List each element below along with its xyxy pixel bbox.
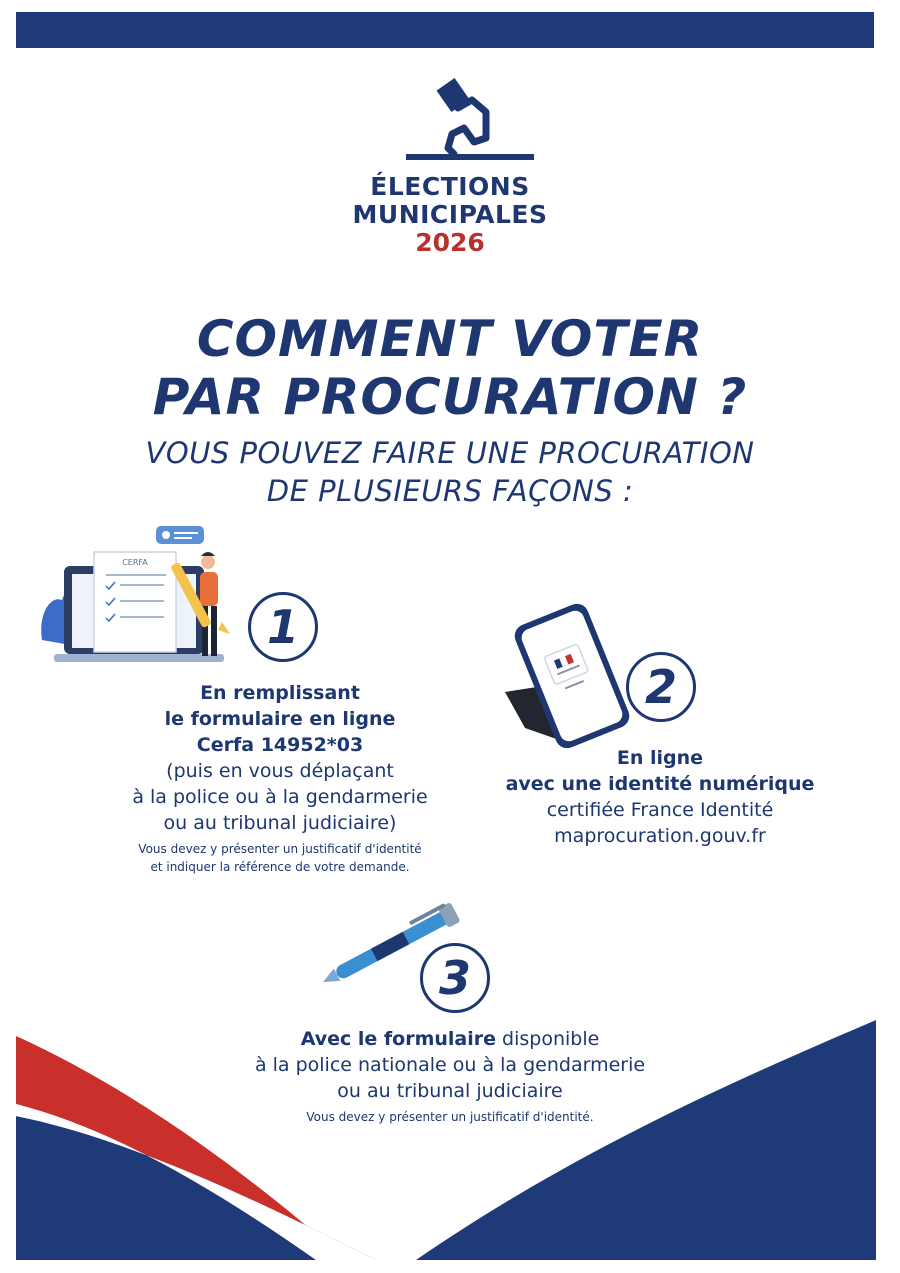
option-3-number: 3 <box>420 943 490 1013</box>
logo-year: 2026 <box>415 228 485 257</box>
option-3-text <box>190 1026 710 1126</box>
option-1-title-line2: le formulaire en ligne <box>164 708 396 730</box>
option-2-line1: certifiée France Identité <box>546 799 774 821</box>
option-2-title-line1: En ligne <box>616 747 704 769</box>
subtitle-line2: DE PLUSIEURS FAÇONS : <box>266 474 634 508</box>
option-1-line2: à la police ou à la gendarmerie <box>132 786 428 808</box>
option-3-note: Vous devez y présenter un justificatif d'identité. <box>306 1110 594 1124</box>
option-3-line2: ou au tribunal judiciaire <box>337 1080 563 1102</box>
option-1-title-line3: Cerfa 14952*03 <box>196 734 364 756</box>
option-2-website: maprocuration.gouv.fr <box>554 825 766 847</box>
option-3-line1: à la police nationale ou à la gendarmerie <box>254 1054 646 1076</box>
ballot-box-logo-icon <box>400 78 540 166</box>
option-3-title: Avec le formulaire <box>300 1028 496 1050</box>
subtitle-line1: VOUS POUVEZ FAIRE UNE PROCURATION <box>145 436 755 470</box>
logo-title-line2: MUNICIPALES <box>352 200 548 229</box>
laptop-form-illustration <box>36 520 251 670</box>
logo-title-line1: ÉLECTIONS <box>370 172 530 201</box>
option-2-number: 2 <box>626 652 696 722</box>
option-2-title-line2: avec une identité numérique <box>505 773 815 795</box>
option-1-text <box>80 680 480 876</box>
main-headline-line1: COMMENT VOTER <box>196 310 704 368</box>
option-1-note-line1: Vous devez y présenter un justificatif d'identité <box>138 842 422 856</box>
option-1-line1: (puis en vous déplaçant <box>166 760 394 782</box>
top-banner <box>16 12 874 48</box>
option-1-title-line1: En remplissant <box>200 682 360 704</box>
option-3-title-rest: disponible <box>496 1028 600 1050</box>
main-headline-line2: PAR PROCURATION ? <box>152 368 748 426</box>
option-1-number: 1 <box>248 592 318 662</box>
option-1-note-line2: et indiquer la référence de votre demande. <box>150 860 410 874</box>
cerfa-label: CERFA <box>122 558 148 567</box>
option-1-line3: ou au tribunal judiciaire) <box>163 812 397 834</box>
option-2-text <box>480 745 840 849</box>
